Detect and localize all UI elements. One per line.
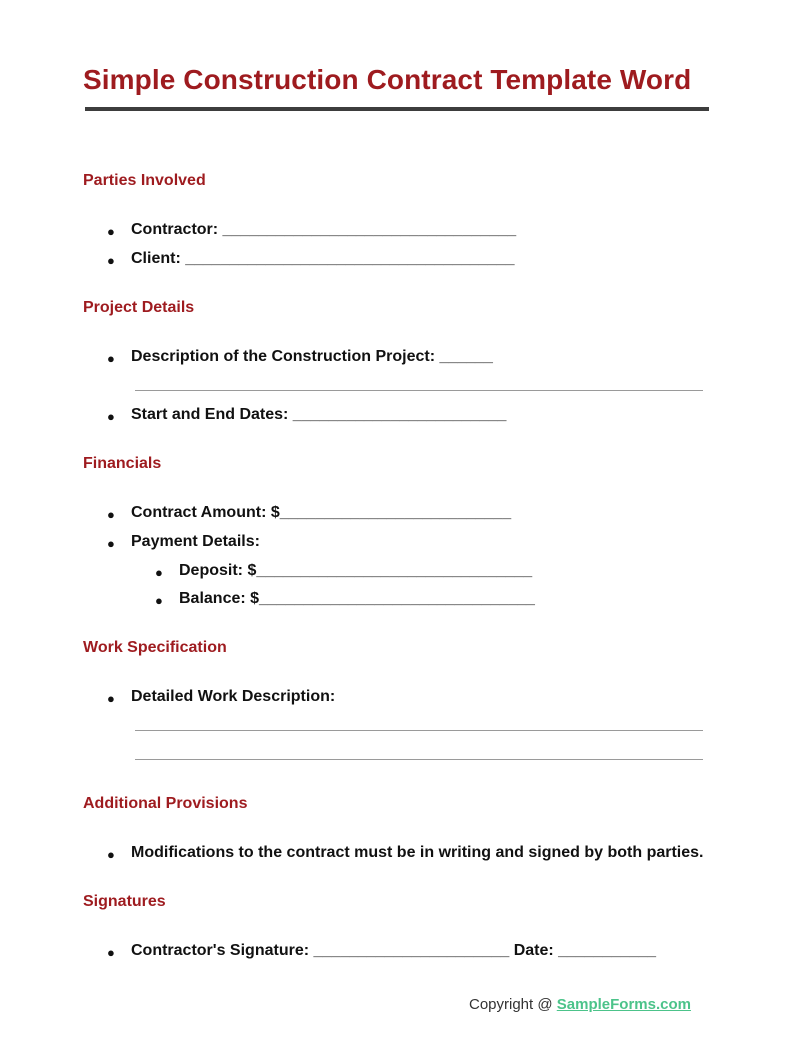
payment-details-label: Payment Details: (131, 533, 260, 550)
bullet-icon: ● (107, 536, 115, 551)
bullet-icon: ● (107, 224, 115, 239)
section-heading-parties: Parties Involved (83, 172, 206, 189)
bullet-icon: ● (107, 351, 115, 366)
start-end-dates-field[interactable]: Start and End Dates: ________________________ (131, 406, 507, 423)
work-description-line[interactable] (135, 759, 703, 760)
copyright-footer (469, 996, 691, 1013)
contract-amount-field[interactable]: Contract Amount: $__________________________ (131, 504, 512, 521)
deposit-field[interactable]: Deposit: $_______________________________ (179, 562, 533, 579)
contractor-field[interactable]: Contractor: _________________________________ (131, 221, 517, 238)
work-description-line[interactable] (135, 730, 703, 731)
balance-field[interactable]: Balance: $_______________________________ (179, 590, 535, 607)
modifications-text: Modifications to the contract must be in writing and signed by both parties. (131, 844, 704, 861)
bullet-icon: ● (155, 593, 163, 608)
section-heading-project: Project Details (83, 299, 195, 316)
bullet-icon: ● (107, 253, 115, 268)
bullet-icon: ● (107, 691, 115, 706)
title-underline-rule (85, 107, 709, 111)
section-heading-financials: Financials (83, 455, 162, 472)
bullet-icon: ● (155, 565, 163, 580)
project-description-field[interactable]: Description of the Construction Project: ______ (131, 348, 493, 365)
sampleforms-link[interactable]: SampleForms.com (556, 996, 691, 1013)
client-field[interactable]: Client: _____________________________________ (131, 250, 515, 267)
bullet-icon: ● (107, 409, 115, 424)
project-description-line[interactable] (135, 390, 703, 391)
section-heading-provisions: Additional Provisions (83, 795, 248, 812)
bullet-icon: ● (107, 847, 115, 862)
bullet-icon: ● (107, 945, 115, 960)
copyright-prefix: Copyright @ (469, 996, 557, 1013)
bullet-icon: ● (107, 507, 115, 522)
contractor-signature-field[interactable]: Contractor's Signature: ______________________ Date: ___________ (131, 942, 657, 959)
section-heading-signatures: Signatures (83, 893, 166, 910)
section-heading-work: Work Specification (83, 639, 227, 656)
page-title: Simple Construction Contract Template Word (83, 64, 692, 95)
work-description-label: Detailed Work Description: (131, 688, 336, 705)
